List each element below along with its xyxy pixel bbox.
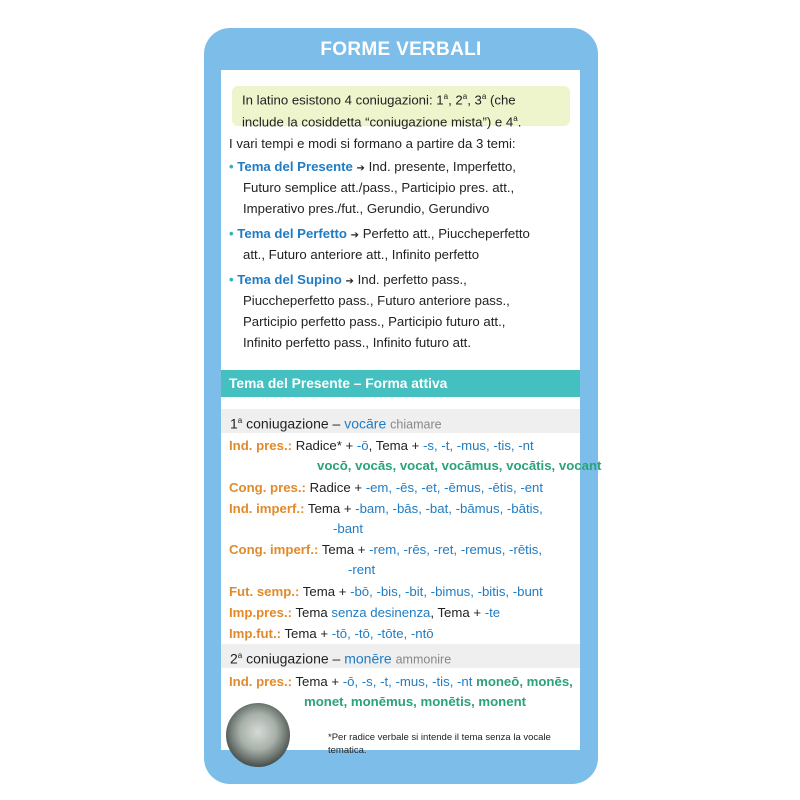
forms-monere: monet, monēmus, monētis, monent xyxy=(304,694,527,709)
conjugation-2-header: 2$^a$ coniugazione – monēre ammonire xyxy=(221,644,580,668)
arrow-icon: ➔ xyxy=(345,276,354,287)
intro-note: In latino esistono 4 coniugazioni: 1$^a$, 2$^a$, 3$^a$ (che include la cosiddetta “coniugazione mista”) e 4$^a$. xyxy=(232,86,570,126)
row-fut-semp: Fut. semp.: Tema + -bō, -bis, -bit, -bimus, -bitis, -bunt xyxy=(229,584,543,599)
row-imp-pres: Imp.pres.: Tema senza desinenza, Tema + -te xyxy=(229,605,501,620)
theme-name: Tema del Supino xyxy=(237,272,342,287)
conjugation-1-header: 1$^a$ coniugazione – vocāre chiamare xyxy=(221,409,580,433)
theme-name: Tema del Perfetto xyxy=(237,226,347,241)
verb-monere: monēre xyxy=(344,650,392,667)
section-header: Tema del Presente – Forma attiva xyxy=(221,370,580,397)
row-imp-fut: Imp.fut.: Tema + -tō, -tō, -tōte, -ntō xyxy=(229,626,434,641)
arrow-icon: ➔ xyxy=(350,230,360,241)
verb-vocare: vocāre xyxy=(344,415,387,432)
footnote: *Per radice verbale si intende il tema senza la vocale tematica. xyxy=(328,732,551,756)
theme-name: Tema del Presente xyxy=(237,159,353,174)
themes-intro: I vari tempi e modi si formano a partire da 3 temi: xyxy=(229,136,516,151)
forms-vocare: vocō, vocās, vocat, vocāmus, vocātis, vocant xyxy=(317,458,602,473)
card-title: FORME VERBALI xyxy=(320,39,482,60)
flashcard xyxy=(204,28,602,784)
theme-presente: • Tema del Presente ➔ Ind. presente, Imperfetto, xyxy=(229,159,516,174)
row-ind-pres-2: Ind. pres.: Tema + -ō, -s, -t, -mus, -tis, -nt moneō, monēs, xyxy=(229,674,573,689)
theme-supino: • Tema del Supino ➔ Ind. perfetto pass., xyxy=(229,272,467,287)
rivet-icon xyxy=(226,703,290,767)
content-panel: In latino esistono 4 coniugazioni: 1$^a$, 2$^a$, 3$^a$ (che include la cosiddetta “coniugazione mista”) e 4$^a$. I vari tempi e modi si formano a partire da 3 temi: • Tema del Presente ➔ Ind. presente, Imperfetto, Futuro semplice att./pass., Participio pres. att., Imperativo pres./fut., Gerundio, Gerundivo • Tema del Perfetto ➔ Perfetto att., Piuccheperfetto att., Futuro anteriore att., Infinito perfetto • Tema del Supino ➔ Ind. perfetto pass., Piuccheperfetto pass., Futuro anteriore pass., Participio perfetto pass., Participio futuro att., Infinito perfetto pass., Infinito futuro att. Tema del Presente – Forma attiva 1$^a$ coniugazione – vocāre chiamare Ind. pres.: Radice* + -ō, Tema + -s, -t, -mus, -tis, -nt vocō, vocās, vocat, vocāmus, vocātis, vocant Cong. pres.: Radice + -em, -ēs, -et, -ēmus, -ētis, -ent Ind. imperf.: Tema + -bam, -bās, -bat, -bāmus, -bātis, -bant Cong. imperf.: Tema + -rem, -rēs, -ret, -remus, -rētis, -rent Fut. semp.: Tema + -bō, -bis, -bit, -bimus, -bitis, -bunt Imp.pres.: Tema senza desinenza, Tema + -te Imp.fut.: Tema + -tō, -tō, -tōte, -ntō 2$^a$ coniugazione – monēre ammonire Ind. pres.: Tema + -ō, -s, -t, -mus, -tis, -nt moneō, monēs, monet, monēmus, monētis, monent *Per radice verbale si intende il tema senza la vocale tematica. xyxy=(221,70,580,750)
row-cong-imperf: Cong. imperf.: Tema + -rem, -rēs, -ret, -remus, -rētis, xyxy=(229,542,543,557)
theme-perfetto: • Tema del Perfetto ➔ Perfetto att., Piuccheperfetto xyxy=(229,226,530,241)
row-cong-pres: Cong. pres.: Radice + -em, -ēs, -et, -ēmus, -ētis, -ent xyxy=(229,480,544,495)
row-ind-pres: Ind. pres.: Radice* + -ō, Tema + -s, -t, -mus, -tis, -nt xyxy=(229,438,534,453)
row-ind-imperf: Ind. imperf.: Tema + -bam, -bās, -bat, -bāmus, -bātis, xyxy=(229,501,543,516)
arrow-icon: ➔ xyxy=(356,163,365,174)
